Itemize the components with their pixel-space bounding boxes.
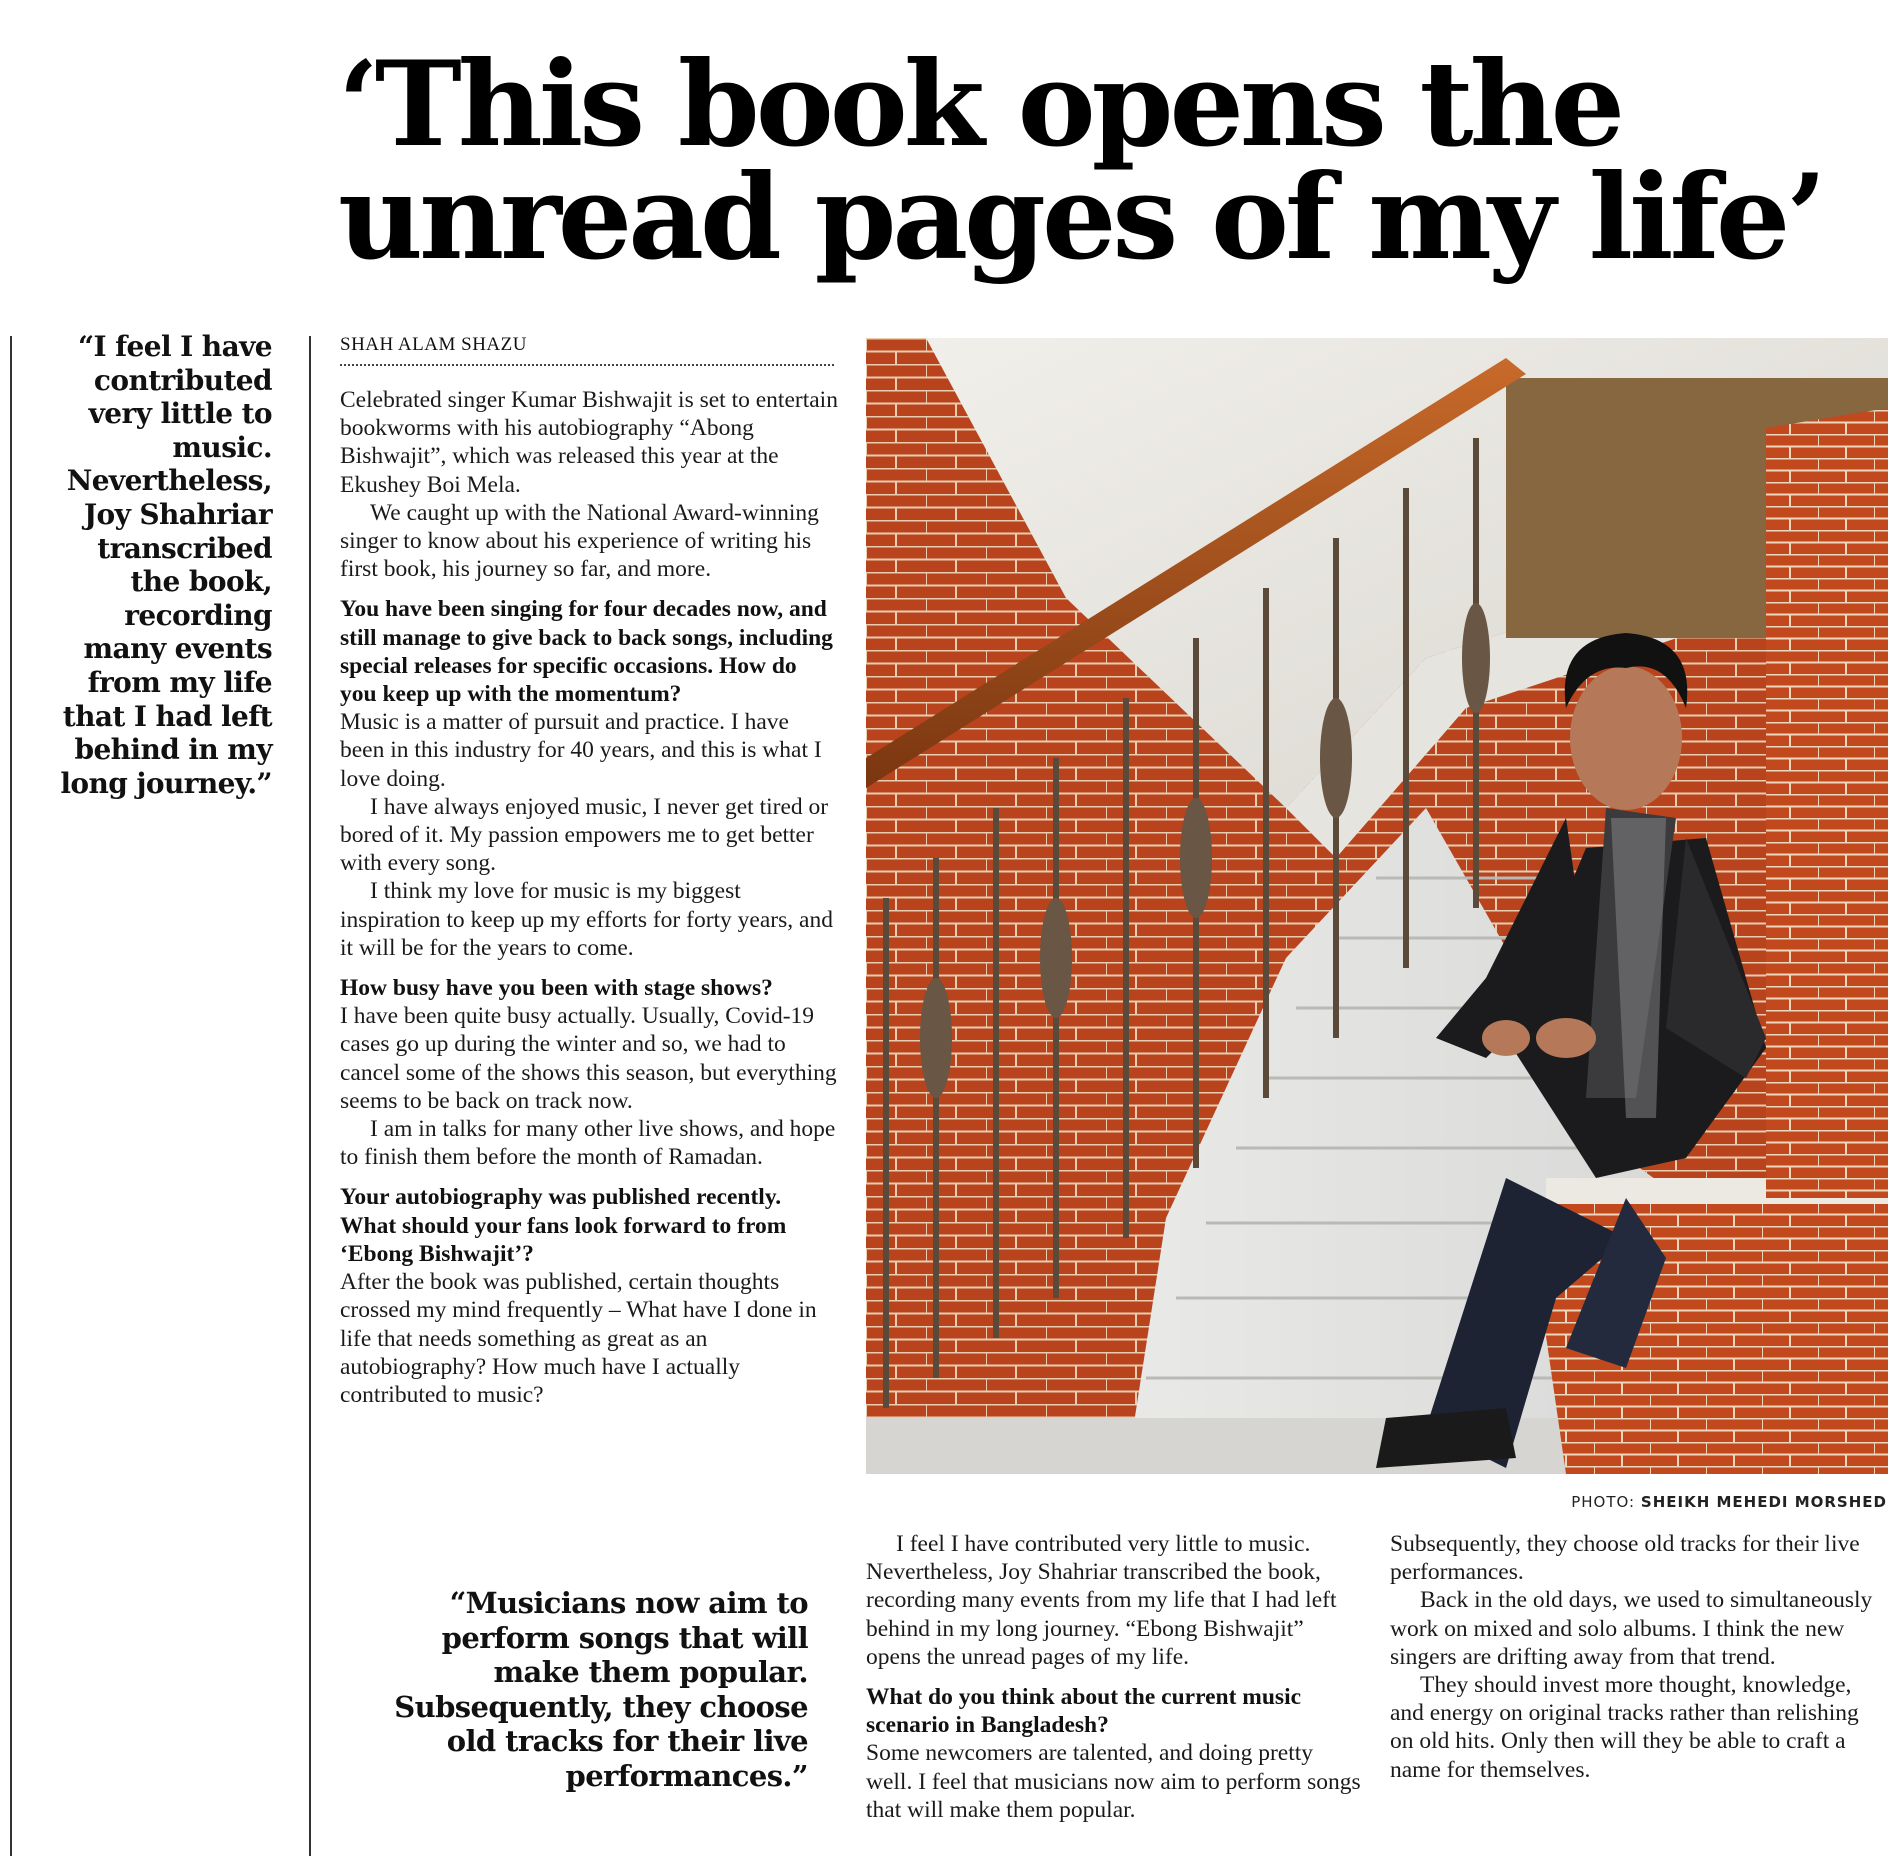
body-paragraph: I feel I have contributed very little to music. Nevertheless, Joy Shahriar transcribed the book, recording many events from my life that I had left behind in my long journey. “Ebong Bishwajit” opens the unread pages of my life. xyxy=(866,1531,1337,1670)
article-column-2 xyxy=(866,1530,1364,1824)
article-column-1 xyxy=(340,386,838,1409)
body-paragraph: I am in talks for many other live shows, and hope to finish them before the month of Ramadan. xyxy=(340,1116,836,1171)
photo-singer-on-staircase xyxy=(866,338,1888,1474)
body-paragraph: I have always enjoyed music, I never get tired or bored of it. My passion empowers me to get better with every song. xyxy=(340,793,829,877)
interview-answer: After the book was published, certain thoughts crossed my mind frequently – What have I done in life that needs something as great as an autobiography? How much have I actually contributed to music? xyxy=(340,1269,817,1408)
interview-question: You have been singing for four decades now, and still manage to give back to back songs, including special releases for specific occasions. How do you keep up with the momentum? xyxy=(340,596,833,708)
interview-answer: Some newcomers are talented, and doing pretty well. I feel that musicians now aim to perform songs that will make them popular. xyxy=(866,1740,1361,1823)
body-paragraph: Back in the old days, we used to simultaneously work on mixed and solo albums. I think the new singers are drifting away from that trend. xyxy=(1390,1587,1873,1670)
headline: ‘This book opens the unread pages of my life’ xyxy=(338,35,1824,286)
article-column-3 xyxy=(1390,1530,1886,1784)
interview-question: Your autobiography was published recently. What should your fans look forward to from ‘Ebong Bishwajit’? xyxy=(340,1184,787,1267)
interview-answer: I have been quite busy actually. Usually, Covid-19 cases go up during the winter and so, we had to cancel some of the shows this season, but everything seems to be back on track now. xyxy=(340,1003,837,1114)
interview-question: What do you think about the current music scenario in Bangladesh? xyxy=(866,1684,1302,1739)
pull-quote-bottom: “Musicians now aim to perform songs that will make them popular. Subsequently, they choose old tracks for their live performances.” xyxy=(394,1586,808,1793)
byline: SHAH ALAM SHAZU xyxy=(340,334,834,366)
body-paragraph: We caught up with the National Award-winning singer to know about his experience of writing his first book, his journey so far, and more. xyxy=(340,499,819,583)
intro-paragraph: Celebrated singer Kumar Bishwajit is set to entertain bookworms with his autobiography “Abong Bishwajit”, which was released this year at the Ekushey Boi Mela. xyxy=(340,387,838,498)
photo-credit xyxy=(1571,1493,1887,1511)
body-paragraph: I think my love for music is my biggest inspiration to keep up my efforts for forty years, and it will be for the years to come. xyxy=(340,878,833,961)
interview-question: How busy have you been with stage shows? xyxy=(340,975,773,1002)
column-divider-rule xyxy=(309,336,311,1856)
body-paragraph: Subsequently, they choose old tracks for their live performances. xyxy=(1390,1531,1860,1586)
interview-answer: Music is a matter of pursuit and practice. I have been in this industry for 40 years, and this is what I love doing. xyxy=(340,709,822,792)
photo-credit-label: PHOTO: xyxy=(1571,1493,1636,1511)
body-paragraph: They should invest more thought, knowledge, and energy on original tracks rather than relishing on old hits. Only then will they be able to craft a name for themselves. xyxy=(1390,1672,1859,1783)
left-margin-rule xyxy=(10,336,12,1856)
pull-quote-left: “I feel I have contributed very little to music. Nevertheless, Joy Shahriar transcribed the book, recording many events from my life that I had left behind in my long journey.” xyxy=(60,330,272,800)
photo-credit-name: SHEIKH MEHEDI MORSHED xyxy=(1640,1493,1887,1511)
